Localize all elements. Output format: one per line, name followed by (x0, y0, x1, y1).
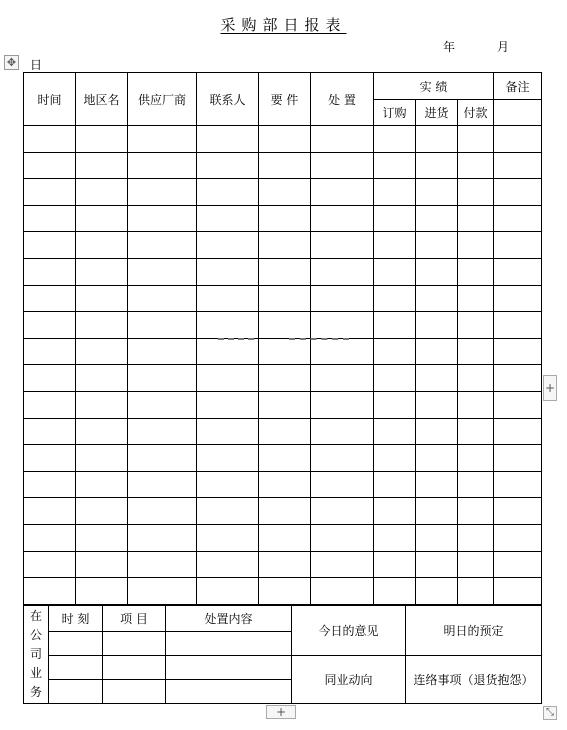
table-cell[interactable] (24, 232, 76, 259)
header-performance: 实 绩 (374, 73, 494, 100)
cursor-artifact (218, 338, 254, 342)
table-cell[interactable] (374, 498, 416, 525)
table-cell[interactable] (128, 418, 197, 445)
table-cell[interactable] (458, 524, 494, 551)
table-cell[interactable] (494, 205, 542, 232)
table-cell[interactable] (374, 338, 416, 365)
cursor-artifact (289, 338, 349, 342)
table-cell[interactable] (197, 285, 259, 312)
table-cell[interactable] (374, 258, 416, 285)
business-label (24, 606, 49, 704)
header-payment: 付款 (458, 100, 494, 126)
table-cell[interactable] (259, 258, 311, 285)
table-cell[interactable] (24, 524, 76, 551)
table-cell[interactable] (494, 338, 542, 365)
table-cell[interactable] (24, 365, 76, 392)
page-title: 采购部日报表 (220, 16, 347, 34)
table-cell[interactable] (458, 285, 494, 312)
table-cell[interactable] (311, 391, 374, 418)
table-cell[interactable] (24, 578, 76, 605)
table-cell[interactable] (458, 365, 494, 392)
table-cell[interactable] (311, 578, 374, 605)
table-cell[interactable] (494, 232, 542, 259)
table-cell[interactable] (374, 551, 416, 578)
table-cell[interactable] (128, 391, 197, 418)
resize-icon[interactable]: ⤡ (543, 706, 557, 720)
table-cell[interactable] (76, 258, 128, 285)
today-opinion: 今日的意见 (292, 606, 406, 656)
bottom-cell[interactable] (103, 656, 166, 680)
table-cell[interactable] (311, 418, 374, 445)
table-cell[interactable] (76, 338, 128, 365)
table-cell[interactable] (76, 524, 128, 551)
table-cell[interactable] (458, 312, 494, 339)
table-cell[interactable] (494, 258, 542, 285)
table-cell[interactable] (311, 232, 374, 259)
table-cell[interactable] (197, 498, 259, 525)
bottom-cell[interactable] (166, 656, 292, 680)
table-cell[interactable] (259, 285, 311, 312)
table-cell[interactable] (259, 391, 311, 418)
business-summary-table (23, 605, 542, 704)
table-cell[interactable] (416, 391, 458, 418)
table-cell[interactable] (374, 471, 416, 498)
table-cell[interactable] (416, 498, 458, 525)
table-cell[interactable] (197, 578, 259, 605)
table-cell[interactable] (128, 551, 197, 578)
table-cell[interactable] (259, 471, 311, 498)
table-row (24, 391, 542, 418)
year-label: 年 (443, 40, 456, 54)
table-row (24, 232, 542, 259)
bottom-cell[interactable] (166, 680, 292, 704)
table-cell[interactable] (458, 152, 494, 179)
table-cell[interactable] (458, 471, 494, 498)
header-remarks-blank (494, 100, 542, 126)
table-cell[interactable] (311, 205, 374, 232)
table-cell[interactable] (24, 152, 76, 179)
table-cell[interactable] (416, 524, 458, 551)
table-cell[interactable] (374, 232, 416, 259)
table-cell[interactable] (311, 471, 374, 498)
table-cell[interactable] (197, 126, 259, 153)
month-label: 月 (497, 40, 510, 54)
bottom-cell[interactable] (103, 680, 166, 704)
table-cell[interactable] (458, 126, 494, 153)
table-cell[interactable] (416, 258, 458, 285)
table-cell[interactable] (76, 551, 128, 578)
header-content: 处置内容 (166, 606, 292, 632)
bottom-cell[interactable] (49, 632, 103, 656)
table-cell[interactable] (128, 471, 197, 498)
tomorrow-plan: 明日的预定 (406, 606, 542, 656)
table-cell[interactable] (458, 551, 494, 578)
table-cell[interactable] (374, 524, 416, 551)
table-cell[interactable] (494, 312, 542, 339)
table-cell[interactable] (24, 338, 76, 365)
table-cell[interactable] (458, 445, 494, 472)
table-cell[interactable] (458, 338, 494, 365)
table-cell[interactable] (416, 232, 458, 259)
table-cell[interactable] (494, 152, 542, 179)
table-cell[interactable] (494, 471, 542, 498)
header-key-items: 要 件 (259, 73, 311, 126)
table-cell[interactable] (128, 232, 197, 259)
table-cell[interactable] (259, 445, 311, 472)
table-row (24, 551, 542, 578)
table-cell[interactable] (416, 445, 458, 472)
table-cell[interactable] (76, 391, 128, 418)
table-cell[interactable] (416, 578, 458, 605)
table-cell[interactable] (374, 365, 416, 392)
table-cell[interactable] (259, 205, 311, 232)
table-cell[interactable] (259, 179, 311, 206)
table-cell[interactable] (416, 312, 458, 339)
table-row (24, 365, 542, 392)
table-cell[interactable] (128, 578, 197, 605)
industry-trends: 同业动向 (292, 656, 406, 704)
table-cell[interactable] (76, 471, 128, 498)
table-cell[interactable] (259, 232, 311, 259)
table-cell[interactable] (374, 205, 416, 232)
table-cell[interactable] (259, 578, 311, 605)
add-row-button[interactable]: + (266, 705, 296, 719)
table-cell[interactable] (374, 312, 416, 339)
table-cell[interactable] (458, 391, 494, 418)
table-cell[interactable] (311, 498, 374, 525)
table-row (24, 471, 542, 498)
table-cell[interactable] (197, 258, 259, 285)
table-cell[interactable] (197, 391, 259, 418)
table-cell[interactable] (259, 338, 311, 365)
table-cell[interactable] (311, 338, 374, 365)
bottom-cell[interactable] (49, 656, 103, 680)
table-cell[interactable] (494, 498, 542, 525)
table-cell[interactable] (311, 258, 374, 285)
table-cell[interactable] (24, 391, 76, 418)
table-cell[interactable] (259, 551, 311, 578)
table-cell[interactable] (197, 232, 259, 259)
table-row (24, 126, 542, 153)
table-cell[interactable] (416, 285, 458, 312)
table-cell[interactable] (416, 179, 458, 206)
header-handling: 处 置 (311, 73, 374, 126)
table-cell[interactable] (128, 365, 197, 392)
table-cell[interactable] (416, 152, 458, 179)
table-cell[interactable] (259, 498, 311, 525)
header-order: 订购 (374, 100, 416, 126)
table-cell[interactable] (24, 551, 76, 578)
daily-report-table (23, 72, 542, 605)
table-cell[interactable] (374, 578, 416, 605)
table-cell[interactable] (24, 471, 76, 498)
table-cell[interactable] (197, 365, 259, 392)
table-cell[interactable] (128, 179, 197, 206)
contact-matters: 连络事项（退货抱怨） (406, 656, 542, 704)
table-cell[interactable] (494, 524, 542, 551)
table-cell[interactable] (374, 285, 416, 312)
table-cell[interactable] (197, 205, 259, 232)
table-cell[interactable] (494, 179, 542, 206)
table-cell[interactable] (24, 418, 76, 445)
table-cell[interactable] (494, 126, 542, 153)
table-cell[interactable] (374, 179, 416, 206)
table-cell[interactable] (76, 179, 128, 206)
table-cell[interactable] (197, 179, 259, 206)
table-cell[interactable] (24, 498, 76, 525)
table-cell[interactable] (259, 152, 311, 179)
header-supplier: 供应厂商 (128, 73, 197, 126)
header-receipt: 进货 (416, 100, 458, 126)
day-label: 日 (30, 58, 43, 72)
table-cell[interactable] (24, 205, 76, 232)
table-cell[interactable] (259, 418, 311, 445)
table-row (24, 179, 542, 206)
header-contact: 联系人 (197, 73, 259, 126)
table-cell[interactable] (374, 391, 416, 418)
table-cell[interactable] (197, 445, 259, 472)
table-row (24, 285, 542, 312)
table-cell[interactable] (128, 498, 197, 525)
table-cell[interactable] (374, 445, 416, 472)
bottom-cell[interactable] (166, 632, 292, 656)
table-cell[interactable] (128, 205, 197, 232)
table-cell[interactable] (458, 179, 494, 206)
table-cell[interactable] (197, 418, 259, 445)
table-row (24, 418, 542, 445)
table-cell[interactable] (24, 312, 76, 339)
table-cell[interactable] (197, 338, 259, 365)
table-cell[interactable] (259, 312, 311, 339)
header-item: 项 目 (103, 606, 166, 632)
table-cell[interactable] (128, 152, 197, 179)
table-cell[interactable] (76, 498, 128, 525)
table-move-handle-icon[interactable]: ✥ (4, 55, 19, 70)
table-cell[interactable] (76, 126, 128, 153)
table-row (24, 445, 542, 472)
header-region: 地区名 (76, 73, 128, 126)
table-row (24, 498, 542, 525)
table-cell[interactable] (374, 152, 416, 179)
table-cell[interactable] (374, 126, 416, 153)
table-cell[interactable] (24, 445, 76, 472)
table-cell[interactable] (76, 232, 128, 259)
table-cell[interactable] (76, 285, 128, 312)
table-row (24, 205, 542, 232)
table-row (24, 578, 542, 605)
header-moment: 时 刻 (49, 606, 103, 632)
table-cell[interactable] (458, 205, 494, 232)
table-cell[interactable] (416, 338, 458, 365)
table-row (24, 338, 542, 365)
table-cell[interactable] (416, 126, 458, 153)
table-row (24, 312, 542, 339)
table-cell[interactable] (311, 524, 374, 551)
table-cell[interactable] (24, 258, 76, 285)
table-cell[interactable] (259, 126, 311, 153)
bottom-cell[interactable] (103, 632, 166, 656)
table-cell[interactable] (311, 312, 374, 339)
table-cell[interactable] (311, 126, 374, 153)
table-cell[interactable] (458, 578, 494, 605)
table-cell[interactable] (76, 578, 128, 605)
table-cell[interactable] (197, 152, 259, 179)
table-cell[interactable] (128, 258, 197, 285)
table-cell[interactable] (76, 445, 128, 472)
table-cell[interactable] (494, 551, 542, 578)
table-cell[interactable] (494, 365, 542, 392)
table-row (24, 524, 542, 551)
table-cell[interactable] (416, 471, 458, 498)
table-cell[interactable] (494, 578, 542, 605)
table-cell[interactable] (259, 524, 311, 551)
header-remarks: 备注 (494, 73, 542, 100)
table-cell[interactable] (311, 551, 374, 578)
table-cell[interactable] (76, 312, 128, 339)
table-cell[interactable] (311, 152, 374, 179)
table-cell[interactable] (311, 445, 374, 472)
table-cell[interactable] (24, 126, 76, 153)
table-cell[interactable] (494, 445, 542, 472)
table-cell[interactable] (494, 418, 542, 445)
business-label-text: 在公司业务 (30, 609, 43, 699)
table-cell[interactable] (128, 312, 197, 339)
table-cell[interactable] (24, 285, 76, 312)
table-cell[interactable] (416, 205, 458, 232)
table-cell[interactable] (197, 551, 259, 578)
table-cell[interactable] (76, 152, 128, 179)
bottom-cell[interactable] (49, 680, 103, 704)
table-row (24, 152, 542, 179)
table-cell[interactable] (24, 179, 76, 206)
table-cell[interactable] (458, 232, 494, 259)
table-cell[interactable] (197, 524, 259, 551)
table-cell[interactable] (494, 285, 542, 312)
table-cell[interactable] (128, 338, 197, 365)
table-cell[interactable] (76, 365, 128, 392)
table-cell[interactable] (458, 418, 494, 445)
table-cell[interactable] (197, 471, 259, 498)
table-cell[interactable] (76, 205, 128, 232)
table-cell[interactable] (416, 551, 458, 578)
table-cell[interactable] (128, 285, 197, 312)
table-cell[interactable] (197, 312, 259, 339)
table-cell[interactable] (311, 179, 374, 206)
table-cell[interactable] (128, 126, 197, 153)
table-cell[interactable] (374, 418, 416, 445)
table-cell[interactable] (458, 258, 494, 285)
table-cell[interactable] (416, 365, 458, 392)
table-row (24, 258, 542, 285)
header-time: 时间 (24, 73, 76, 126)
add-column-button[interactable]: + (543, 375, 557, 401)
table-cell[interactable] (311, 365, 374, 392)
table-cell[interactable] (128, 524, 197, 551)
table-cell[interactable] (76, 418, 128, 445)
table-cell[interactable] (458, 498, 494, 525)
table-cell[interactable] (311, 285, 374, 312)
table-cell[interactable] (416, 418, 458, 445)
table-cell[interactable] (128, 445, 197, 472)
table-cell[interactable] (494, 391, 542, 418)
table-cell[interactable] (259, 365, 311, 392)
